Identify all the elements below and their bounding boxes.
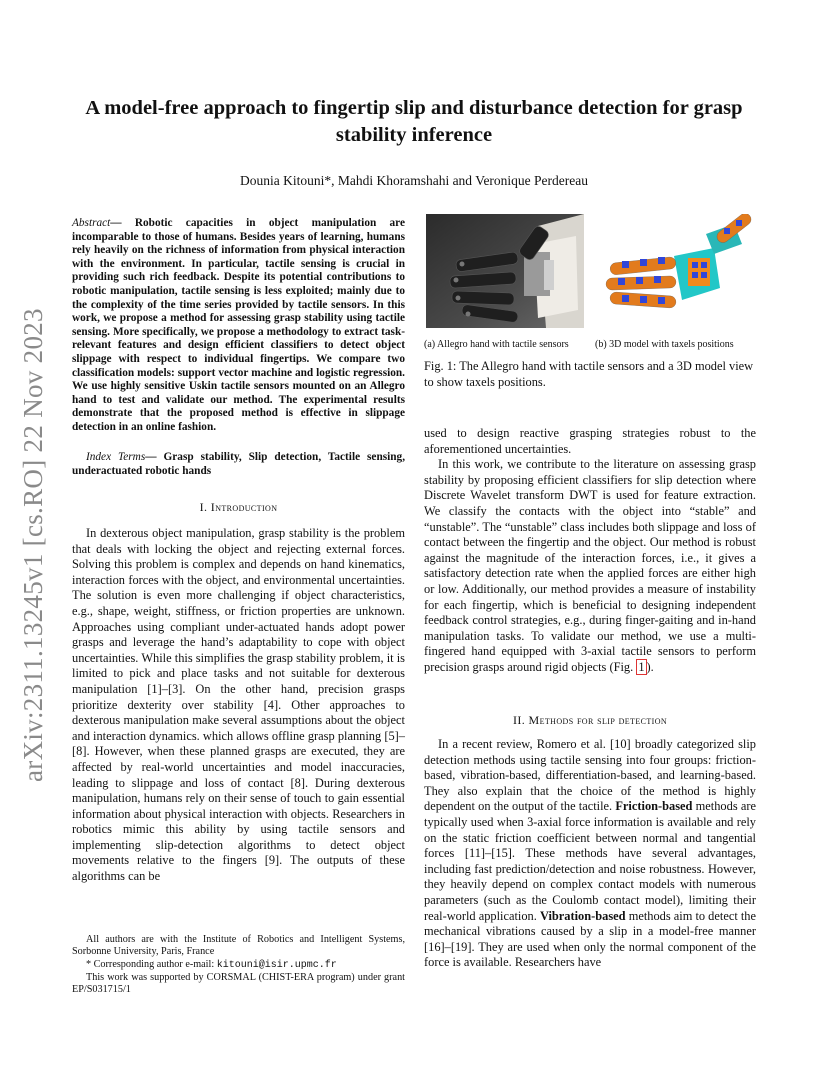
author-email[interactable]: kitouni@isir.upmc.fr [216, 959, 337, 971]
continued-paragraph: used to design reactive grasping strategies robust to the aforementioned uncertainties. [424, 426, 756, 456]
affiliation-footnote: All authors are with the Institute of Robotics and Intelligent Systems, Sorbonne University, Paris, France [72, 934, 405, 958]
subcaption-b: (b) 3D model with taxels positions [595, 339, 734, 350]
paper-title: A model-free approach to fingertip slip and disturbance detection for grasp stability inference [85, 97, 743, 146]
index-terms-text: Grasp stability, Slip detection, Tactile sensing, underactuated robotic hands [72, 451, 406, 477]
contribution-paragraph: In this work, we contribute to the literature on assessing grasp stability by proposing efficient classifiers for slip detection where Discrete Wavelet transform DWT is used for feature extraction. We classify the contacts with the object into “stable” and “unstable”. The “unstable” class includes both slippage and loss of contact between the fingertip and the object. Our method is robust against the magnitude of the interaction forces, i.e., it gives a satisfactory detection rate when the applied forces are either high or low. Additionally, our method provides a measure of instability for each fingertip, which is beneficial to designing independent feedback control strategies, e.g., during finger-gaiting and in-hand manipulation tasks. To validate our method, we use a multi-fingered hand equipped with 3-axial tactile sensors to perform precision grasps around rigid objects (Fig. 1 ). [424, 457, 756, 674]
section-heading-introduction: I. Introduction [199, 500, 278, 514]
author-list: Dounia Kitouni*, Mahdi Khoramshahi and Veronique Perdereau [239, 173, 589, 188]
abstract: Abstract— Robotic capacities in object manipulation are incomparable to those of humans. Besides years of learning, humans rely heavily on the richness of information from physical interaction with the environment. In particular, tactile sensing is crucial in providing such rich feedback. Despite its potential contributions to robotic manipulation, tactile sensing is less exploited; mainly due to the complexity of the time series provided by tactile sensors. In this work, we propose a method for assessing grasp stability using tactile sensing. More specifically, we propose a methodology to extract task-relevant features and design efficient classifiers to detect object slippage with respect to individual fingertips. We compare two classification models: support vector machine and logistic regression. We use highly sensitive Uskin tactile sensors mounted on an Allegro hand to test and validate our method. The experimental results demonstrate that the proposed method is effective in slippage detection in an online fashion. [72, 217, 406, 433]
friction-based-term: Friction-based [615, 799, 693, 814]
arxiv-stamp: arXiv:2311.13245v1 [cs.RO] 22 Nov 2023 [18, 308, 48, 782]
subcaption-a: (a) Allegro hand with tactile sensors [424, 339, 569, 350]
figure-caption: Fig. 1: The Allegro hand with tactile sensors and a 3D model view to show taxels positions. [424, 359, 754, 389]
section-heading-methods: II. Methods for slip detection [512, 713, 668, 727]
abstract-text: Robotic capacities in object manipulation are incomparable to those of humans. Besides years of learning, humans rely heavily on the richness of information from physical interaction with the environment. In particular, tactile sensing is crucial in providing such rich feedback. Despite its potential contributions to robotic manipulation, tactile sensing is less exploited; mainly due to the complexity of the time series provided by tactile sensors. In this work, we propose a method for assessing grasp stability using tactile sensing. More specifically, we propose a methodology to extract task-relevant features and design efficient classifiers to detect object slippage with respect to individual fingertips. We compare two classification models: support vector machine and logistic regression. We use highly sensitive Uskin tactile sensors mounted on an Allegro hand to test and validate our method. The experimental results demonstrate that the proposed method is effective in slippage detection in an online fashion. [72, 217, 406, 433]
figure-reference-link[interactable]: 1 [638, 659, 645, 674]
allegro-hand-photo [426, 214, 584, 328]
figure-1 [424, 214, 756, 389]
funding-footnote: This work was supported by CORSMAL (CHIST-ERA program) under grant EP/S031715/1 [72, 971, 405, 996]
index-terms-label: Index Terms [86, 451, 146, 463]
methods-text: In a recent review, Romero et al. [10] broadly categorized slip detection methods using tactile sensing into four groups: friction-based, vibration-based, differentiation-based, and learning-based. They also explain that the choice of the method is highly dependent on the output of the tactile. Friction-based methods are typically used when 3-axial force information is available and rely on the static friction coefficient between normal and tangential forces [11]–[15]. These methods have several advantages, including fast prediction/detection and noise robustness. However, they heavily depend on complex contact models with numerous parameters (such as the Coulomb contact model), limiting their real-world application. Vibration-based methods aim to detect the mechanical vibrations caused by a slip in a model-free manner [16]–[19]. They are used when only the normal component of the force is available. Researchers have [424, 737, 757, 970]
footnotes [72, 934, 405, 996]
index-terms: Index Terms— Grasp stability, Slip detection, Tactile sensing, underactuated robotic hands [72, 451, 406, 477]
abstract-label: Abstract [72, 217, 111, 229]
corresponding-author-footnote: * Corresponding author e-mail: kitouni@isir.upmc.fr [86, 958, 337, 971]
vibration-based-term: Vibration-based [539, 908, 626, 923]
taxel-3d-model [602, 214, 756, 328]
right-column-text [424, 426, 756, 676]
introduction-text: In dexterous object manipulation, grasp stability is the problem that deals with locking the object and rejecting external forces. Solving this problem is complex and depends on hand kinematics, interaction forces with the object, and environmental uncertainties. The solution is even more challenging if object characteristics, e.g., shape, weight, stiffness, or friction properties are unknown. Approaches using compliant under-actuated hands adopt power grasps and leverage the hand’s adaptability to cope with object uncertainties. While this simplifies the grasp stability problem, it is limited to pick and place tasks and not suitable for dexterous manipulation [1]–[3]. On the other hand, precision grasps prioritize dexterity over stability [4]. Other approaches to dexterous manipulation make several assumptions about the object and interaction dynamics. which allows offline grasp planning [5]–[8]. However, when these planned grasps are executed, they are affected by real-world uncertainties and model inaccuracies, leading to slippage and loss of contact [8]. During dexterous manipulation, humans rely on their sense of touch to gain essential information about physical interaction with objects. Researchers in robotics mimic this ability by using tactile sensors and implementing slip-detection algorithms to detect object movements relative to the fingers [9]. The outputs of these algorithms can be [72, 526, 405, 884]
